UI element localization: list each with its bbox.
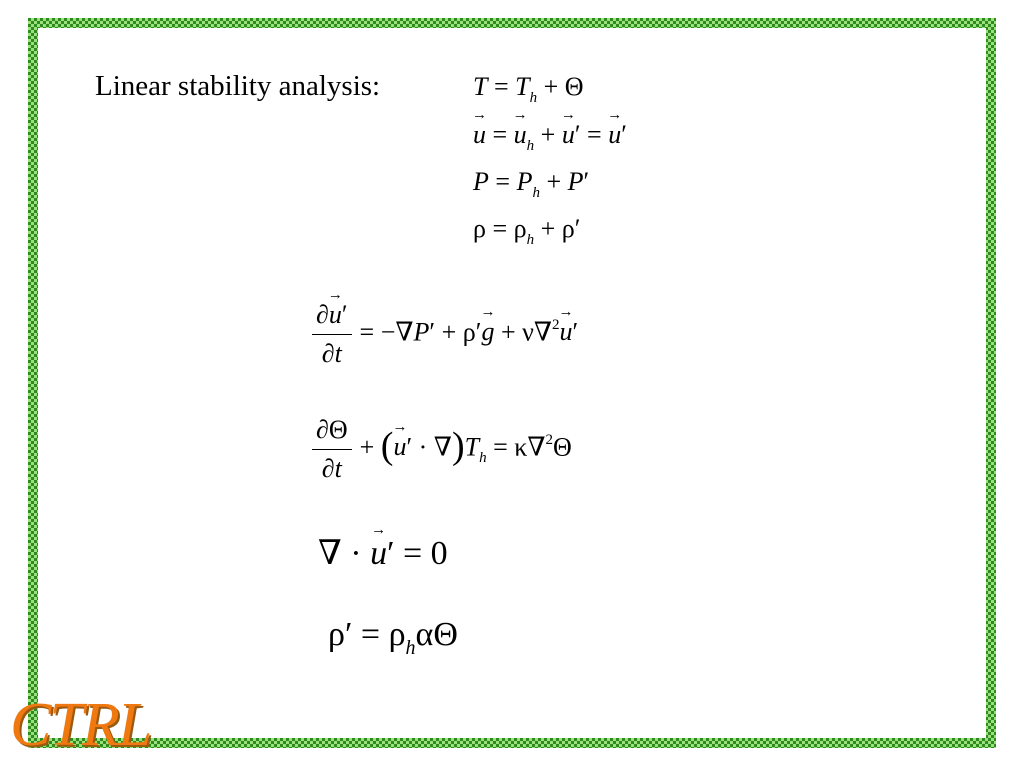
equation-temperature: $T = T_h + \Theta$ xyxy=(473,72,584,106)
equation-density: $\rho = \rho_h + \rho'$ xyxy=(473,214,581,248)
equation-boussinesq: $\rho' = \rho_h\alpha\Theta$ xyxy=(328,616,458,659)
equation-momentum: $\frac{\partial\to u'}{\partial t}$ = −∇P′ + ρ′→ g + ν∇$^2$→ u′ xyxy=(312,300,578,369)
equation-velocity: → u = → $u_h$ + → u′ = → u′ xyxy=(473,120,627,150)
ctrl-logo: CTRL xyxy=(10,691,151,759)
equation-energy: $\frac{\partial\Theta}{\partial t}$ + (→ $u' \cdot \nabla)T_h = \kappa\nabla^2\Theta$ xyxy=(312,415,572,484)
equation-continuity: ∇ · → u′ = 0 xyxy=(318,533,448,573)
slide-heading: Linear stability analysis: xyxy=(95,70,381,102)
equation-pressure: $P = P_h + P'$ xyxy=(473,167,590,201)
